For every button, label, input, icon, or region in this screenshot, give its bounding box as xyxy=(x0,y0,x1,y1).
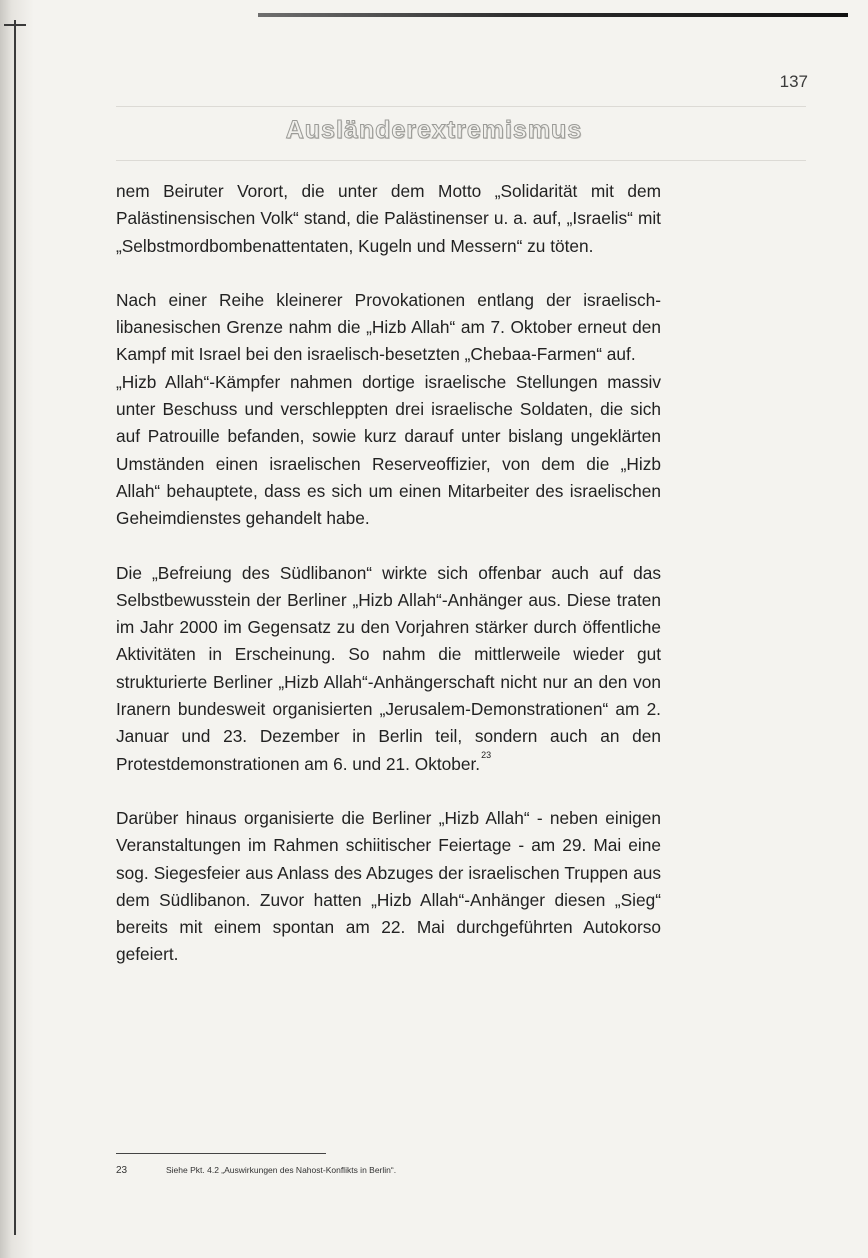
header-rule-bottom xyxy=(116,160,806,161)
body-text xyxy=(116,178,661,969)
paragraph-text: Die „Befreiung des Südlibanon“ wirkte sich offenbar auch auf das Selbstbewusstein der Berliner „Hizb Allah“-Anhänger aus. Diese traten im Jahr 2000 im Gegensatz zu den Vorjahren stärker durch öffentliche Aktivitäten in Erscheinung. So nahm die mittlerweile wieder gut strukturierte Berliner „Hizb Allah“-Anhängerschaft nicht nur an den von Iranern bundesweit organisierten „Jerusalem-Demonstrationen“ am 2. Januar und 23. Dezember in Berlin teil, sondern auch an den Protestdemonstrationen am 6. und 21. Oktober. xyxy=(116,562,661,774)
paragraph: „Hizb Allah“-Kämpfer nahmen dortige israelische Stellungen massiv unter Beschuss und verschleppten drei israelische Soldaten, die sich auf Patrouille befanden, sowie kurz darauf unter bislang ungeklärten Umständen einen israelischen Reserveoffizier, von dem die „Hizb Allah“ behauptete, dass es sich um einen Mitarbeiter des israelischen Geheimdienstes gehandelt habe. xyxy=(116,371,661,529)
footnote xyxy=(116,1165,396,1176)
paragraph: Darüber hinaus organisierte die Berliner „Hizb Allah“ - neben einigen Veranstaltungen im Rahmen schiitischer Feiertage - am 29. Mai eine sog. Siegesfeier aus Anlass des Abzuges der israelischen Truppen aus dem Südlibanon. Zuvor hatten „Hizb Allah“-Anhänger diesen „Sieg“ bereits mit einem spontan am 22. Mai durchgeführten Autokorso gefeiert. xyxy=(116,807,661,965)
footnote-reference[interactable]: 23 xyxy=(481,749,492,760)
footnote-rule xyxy=(116,1153,326,1154)
paragraph: Nach einer Reihe kleinerer Provokationen entlang der israelisch-libanesischen Grenze nahm die „Hizb Allah“ am 7. Oktober erneut den Kampf mit Israel bei den israelisch-besetzten „Chebaa-Farmen“ auf. xyxy=(116,289,661,365)
paragraph: nem Beiruter Vorort, die unter dem Motto „Solidarität mit dem Palästinensischen Volk“ stand, die Palästinenser u. a. auf, „Israelis“ mit „Selbstmordbombenattentaten, Kugeln und Messern“ zu töten. xyxy=(116,181,661,256)
running-header: Ausländerextremismus xyxy=(285,116,583,144)
footnote-number: 23 xyxy=(116,1165,128,1176)
page-number: 137 xyxy=(779,72,808,91)
binding-line xyxy=(14,20,16,1235)
top-rule xyxy=(258,13,848,17)
footnote-text: Siehe Pkt. 4.2 „Auswirkungen des Nahost-Konflikts in Berlin“. xyxy=(166,1165,397,1175)
header-rule-top xyxy=(116,106,806,107)
paragraph xyxy=(116,560,661,778)
page-binding-edge xyxy=(0,0,34,1258)
binding-tick xyxy=(4,24,26,26)
